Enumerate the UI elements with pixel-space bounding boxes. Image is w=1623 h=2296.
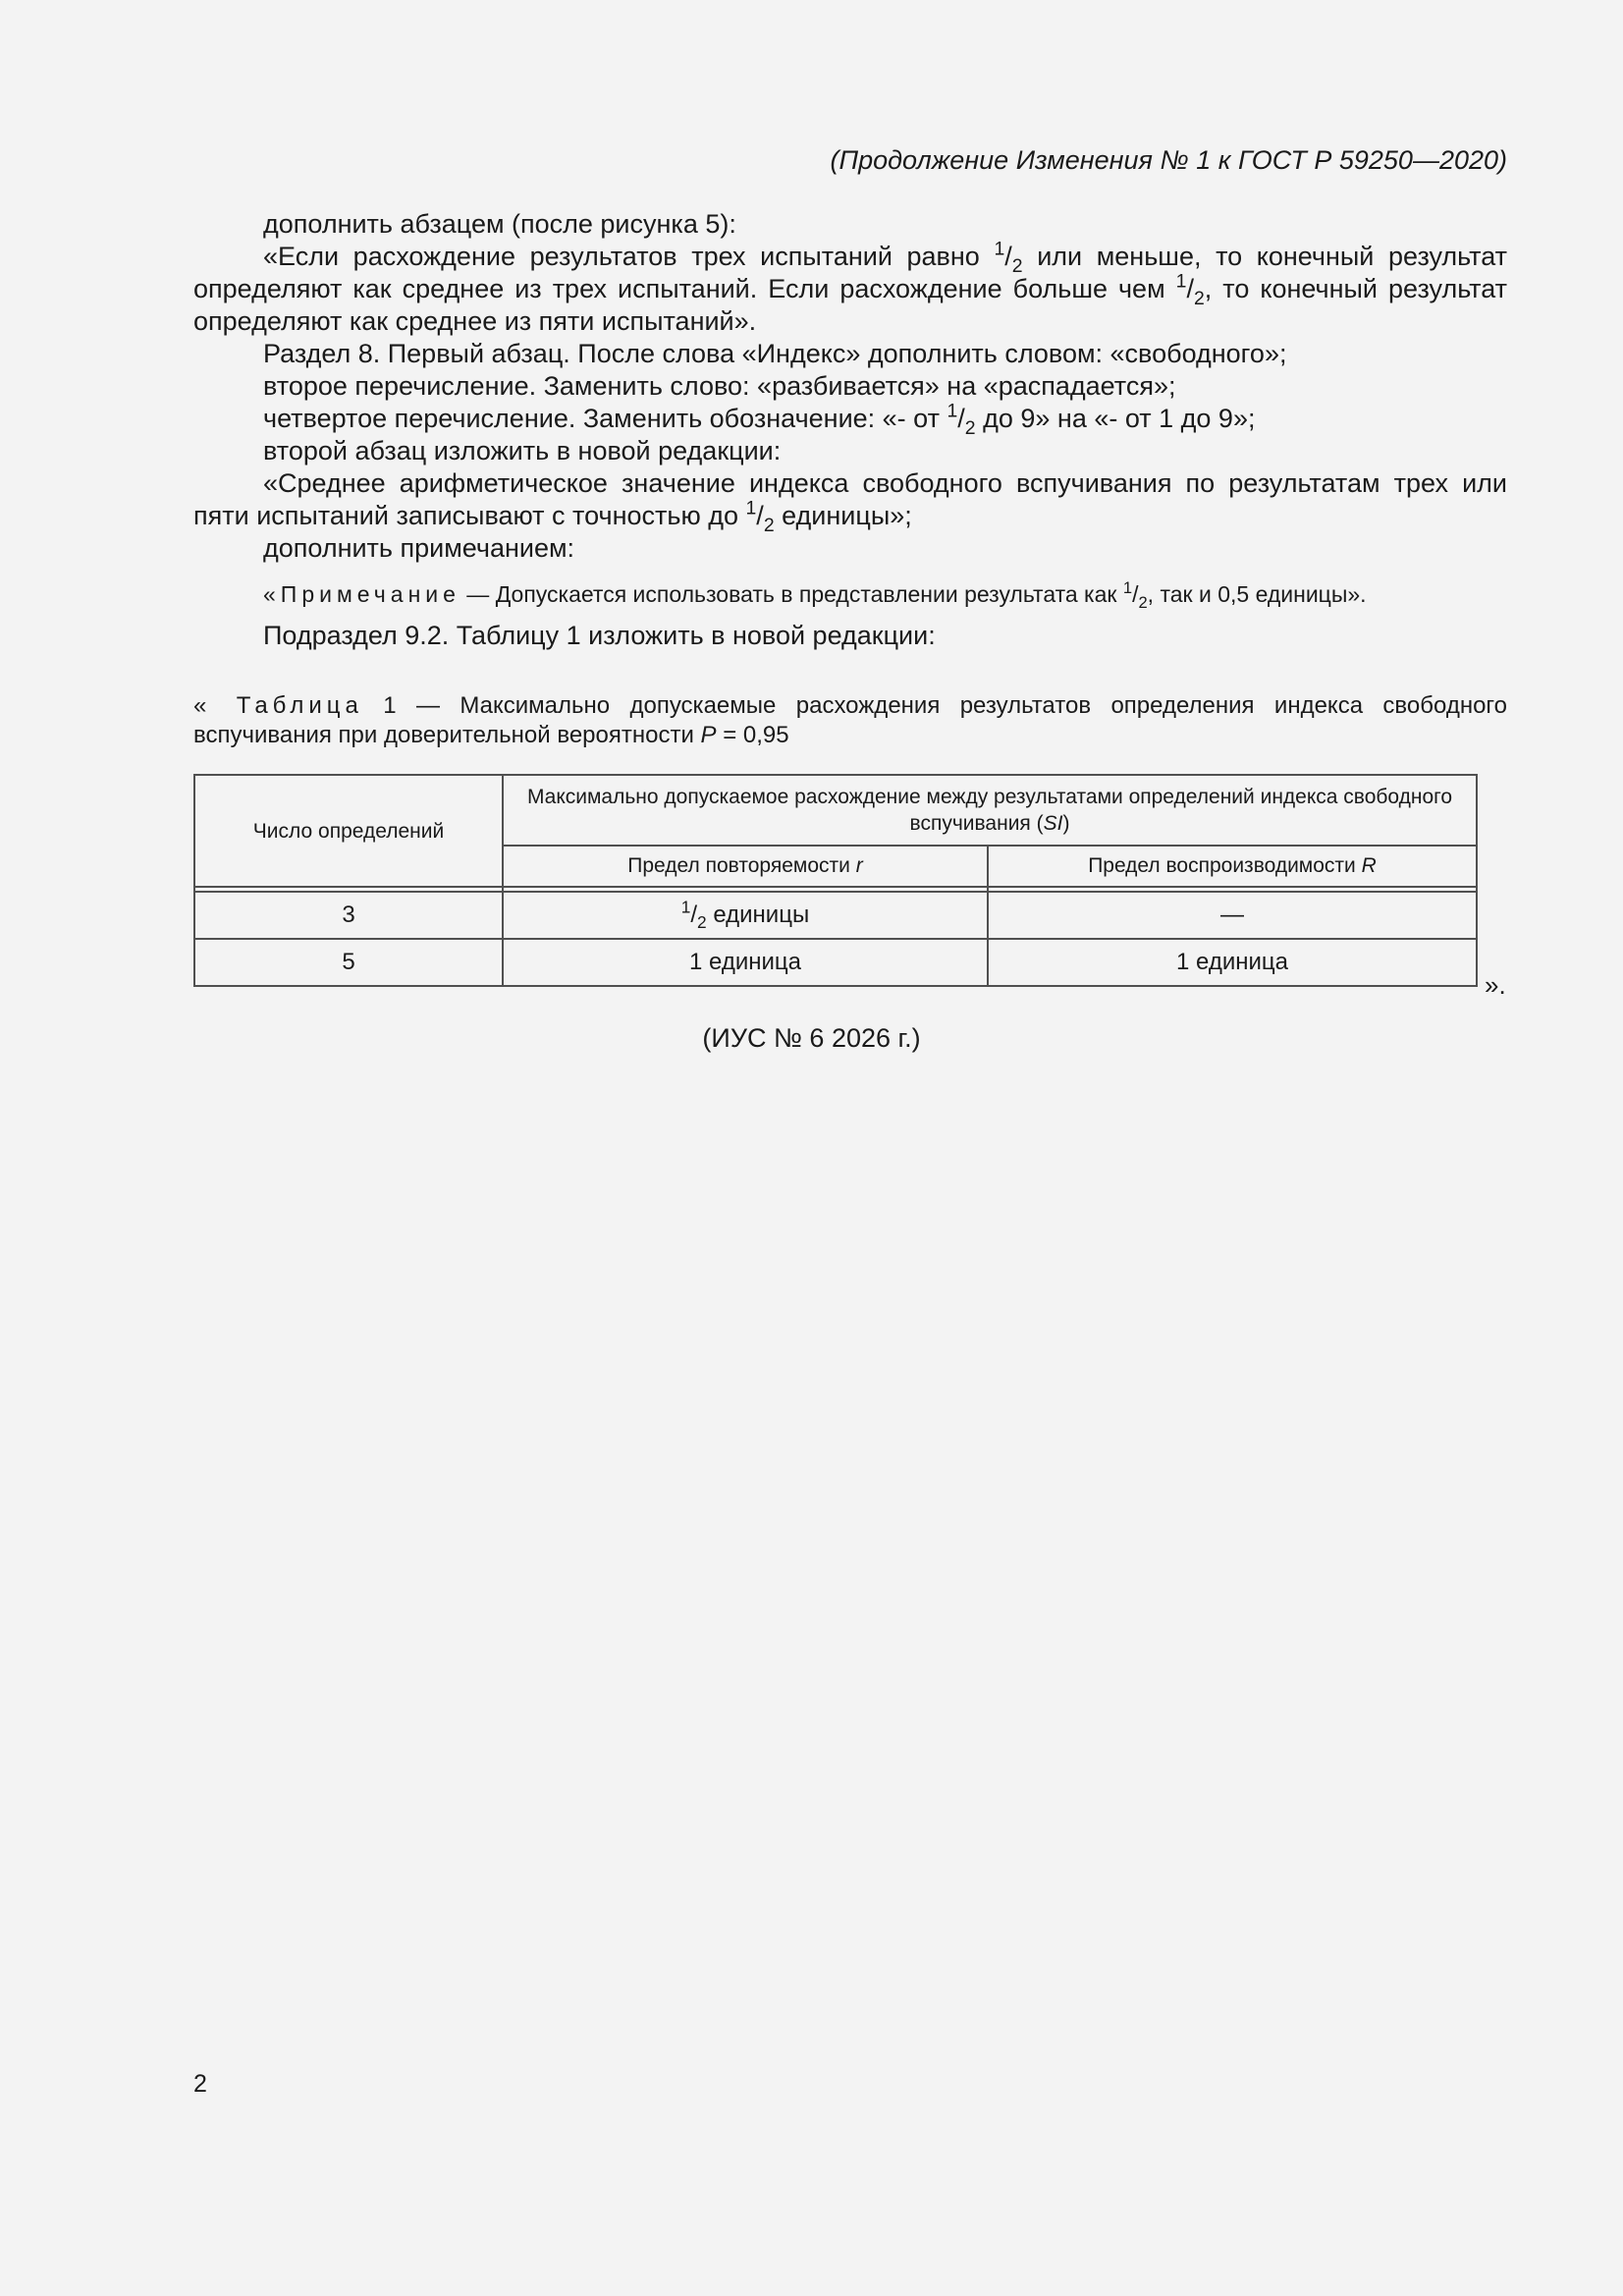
cell-count: 5 (194, 939, 503, 986)
cell-reproducibility: 1 единица (988, 939, 1477, 986)
cell-reproducibility: — (988, 892, 1477, 939)
note-paragraph: «Примечание — Допускается использовать в представлении результата как $^1/_2$, так и 0,5 единицы». (263, 577, 1367, 612)
limits-table (193, 774, 1478, 987)
closing-quote: ». (1485, 970, 1506, 1000)
document-body (193, 208, 1507, 750)
col-header-repeatability: Предел повторяемости r (503, 846, 988, 887)
paragraph-4: второе перечисление. Заменить слово: «разбивается» на «распадается»; (263, 371, 1176, 401)
col-group-header: Максимально допускаемое расхождение между результатами определений индекса свободного вспучивания (SI) (503, 775, 1477, 846)
table-row (194, 939, 1477, 986)
ius-reference: (ИУС № 6 2026 г.) (702, 1023, 921, 1053)
fraction-half: $^1/_2$ (994, 238, 1023, 277)
paragraph-7: «Среднее арифметическое значение индекса свободного вспучивания по результатам трех или пяти испытаний записывают с точностью до $^1/_2$ единицы»; (193, 468, 1507, 536)
paragraph-1: дополнить абзацем (после рисунка 5): (263, 209, 736, 239)
table-row (194, 892, 1477, 939)
cell-repeatability: $^1/_2$ единицы (503, 892, 988, 939)
page-number: 2 (193, 2070, 207, 2098)
paragraph-6: второй абзац изложить в новой редакции: (263, 436, 782, 465)
cell-count: 3 (194, 892, 503, 939)
fraction-half: $^1/_2$ (947, 400, 976, 439)
col-header-reproducibility: Предел воспроизводимости R (988, 846, 1477, 887)
page-header: (Продолжение Изменения № 1 к ГОСТ Р 59250—2020) (830, 145, 1507, 175)
paragraph-2: «Если расхождение результатов трех испытаний равно $^1/_2$ или меньше, то конечный результат определяют как среднее из трех испытаний. Если расхождение больше чем $^1/_2$, то конечный результат определяют как среднее из пяти испытаний». (193, 238, 1508, 336)
fraction-half: $^1/_2$ (1122, 577, 1148, 612)
table-header-row (194, 775, 1477, 846)
fraction-half: $^1/_2$ (1175, 270, 1205, 309)
col-header-count: Число определений (194, 775, 503, 887)
paragraph-8: дополнить примечанием: (263, 533, 575, 563)
paragraph-3: Раздел 8. Первый абзац. После слова «Индекс» дополнить словом: «свободного»; (263, 339, 1287, 368)
table-caption: « Таблица 1 — Максимально допускаемые расхождения результатов определения индекса свободного вспучивания при доверительной вероятности P = 0,95 (193, 692, 1507, 748)
fraction-half: $^1/_2$ (745, 497, 775, 536)
paragraph-9: Подраздел 9.2. Таблицу 1 изложить в новой редакции: (263, 621, 936, 650)
table-caption-label: « Таблица (193, 692, 363, 719)
cell-repeatability: 1 единица (503, 939, 988, 986)
paragraph-5: четвертое перечисление. Заменить обозначение: «- от $^1/_2$ до 9» на «- от 1 до 9»; (263, 400, 1256, 439)
note-label: «Примечание (263, 581, 460, 607)
